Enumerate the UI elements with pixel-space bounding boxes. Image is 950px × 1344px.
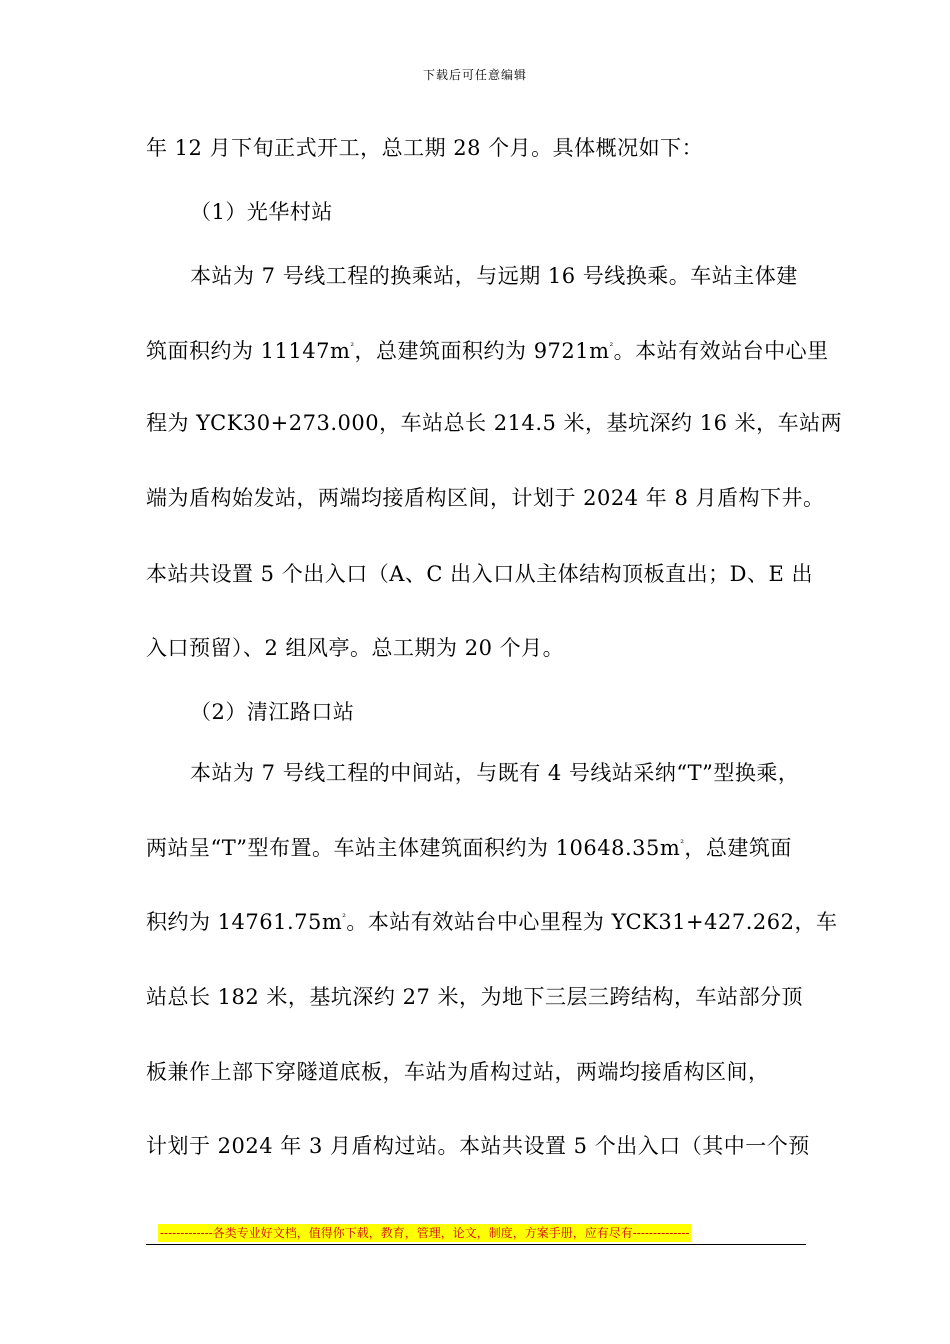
text-run: 积约为 14761.75m xyxy=(146,910,343,934)
paragraph-line: 程为 YCK30+273.000，车站总长 214.5 米，基坑深约 16 米，车站两 xyxy=(146,411,843,435)
paragraph-line: 板兼作上部下穿隧道底板，车站为盾构过站，两端均接盾构区间， xyxy=(146,1060,770,1084)
paragraph-line: 入口预留）、2 组风亭。总工期为 20 个月。 xyxy=(146,636,565,660)
page-header: 下载后可任意编辑 xyxy=(422,68,527,82)
section-heading: （2）清江路口站 xyxy=(190,700,355,724)
paragraph-line: 端为盾构始发站，两端均接盾构区间，计划于 2024 年 8 月盾构下井。 xyxy=(146,486,825,510)
superscript: ² xyxy=(680,839,685,849)
paragraph-line: 年 12 月下旬正式开工，总工期 28 个月。具体概况如下： xyxy=(146,136,704,160)
text-run: ，总建筑面积约为 9721m xyxy=(354,339,610,363)
paragraph-line: 本站为 7 号线工程的中间站，与既有 4 号线站采纳“T”型换乘， xyxy=(190,761,800,785)
paragraph-line: 本站共设置 5 个出入口（A、C 出入口从主体结构顶板直出；D、E 出 xyxy=(146,562,813,586)
paragraph-line xyxy=(146,337,829,365)
text-run: 。本站有效站台中心里 xyxy=(613,339,829,363)
text-run: 。本站有效站台中心里程为 YCK31+427.262，车 xyxy=(346,910,838,934)
paragraph-line: 站总长 182 米，基坑深约 27 米，为地下三层三跨结构，车站部分顶 xyxy=(146,985,804,1009)
text-run: ，总建筑面 xyxy=(684,836,792,860)
text-run: 两站呈“T”型布置。车站主体建筑面积约为 10648.35m xyxy=(146,836,681,860)
superscript: ² xyxy=(350,342,355,352)
paragraph-line: 计划于 2024 年 3 月盾构过站。本站共设置 5 个出入口（其中一个预 xyxy=(146,1134,810,1158)
text-run: 筑面积约为 11147m xyxy=(146,339,351,363)
superscript: ² xyxy=(342,913,347,923)
paragraph-line: 本站为 7 号线工程的换乘站，与远期 16 号线换乘。车站主体建 xyxy=(190,264,798,288)
section-heading: （1）光华村站 xyxy=(190,200,333,224)
footer-banner: -------------各类专业好文档，值得你下载，教育，管理，论文，制度，方案手册，应有尽有-------------- xyxy=(160,1226,690,1240)
paragraph-line xyxy=(146,834,792,862)
footer-rule xyxy=(146,1244,806,1245)
paragraph-line xyxy=(146,908,838,936)
superscript: ² xyxy=(609,342,614,352)
